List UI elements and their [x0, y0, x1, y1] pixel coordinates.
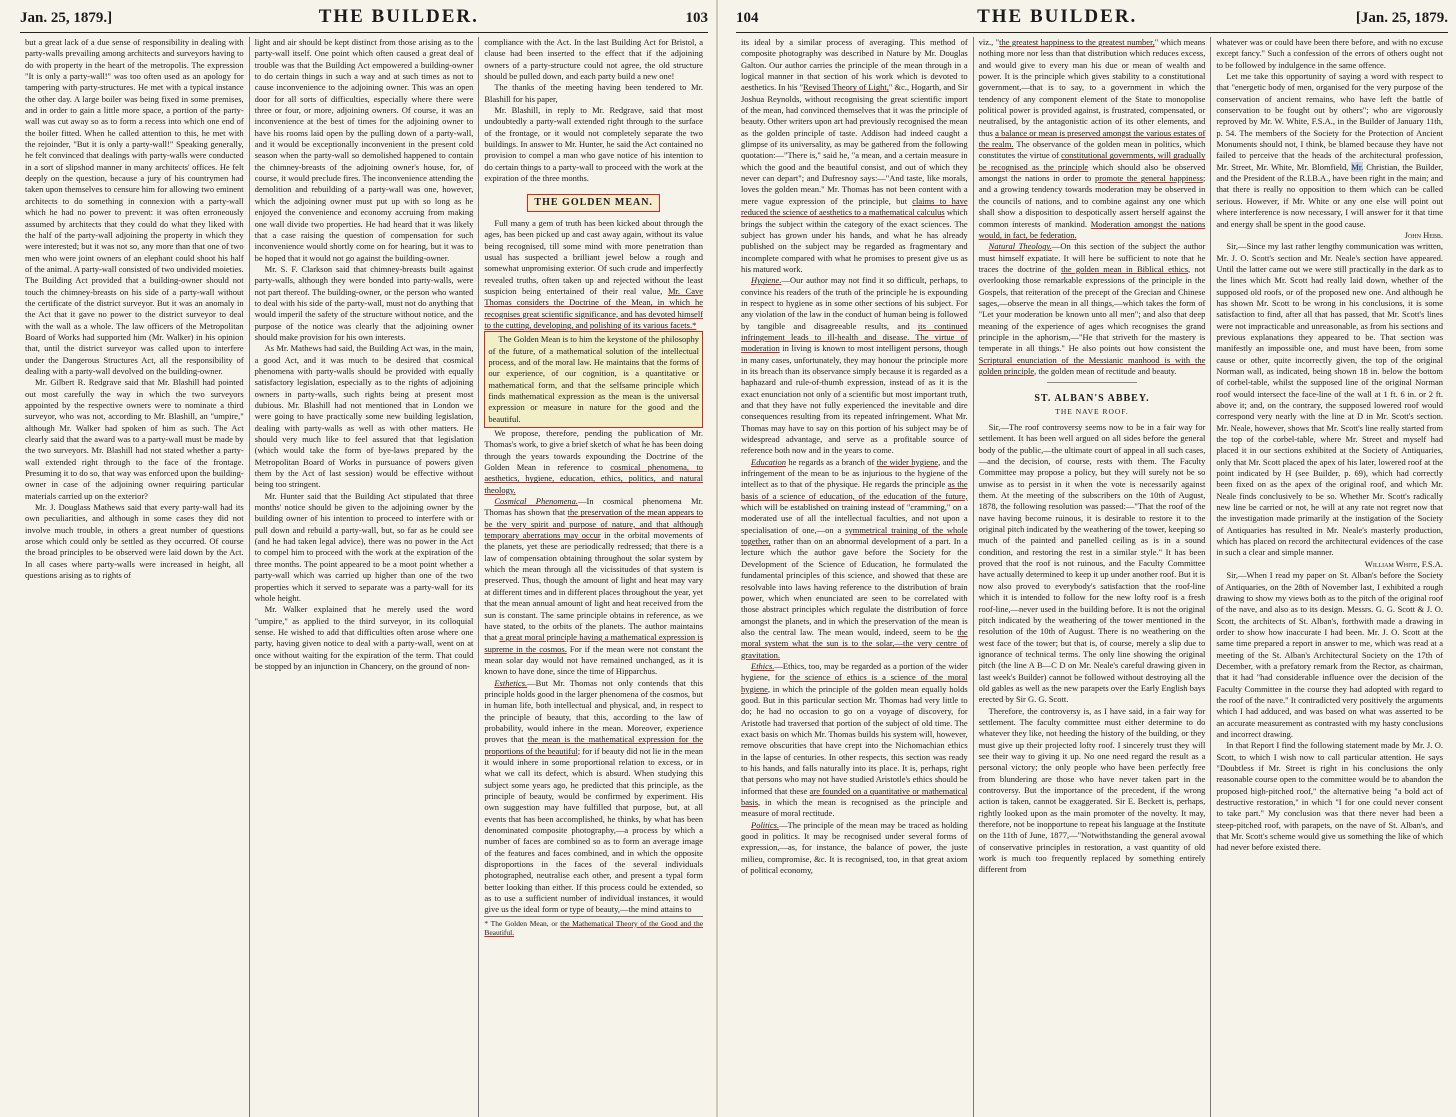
text-run: The observance of the golden mean in politics, which constitutes the virtue of [978, 139, 1206, 161]
subsection-label: Education [751, 456, 786, 467]
right-page-date: [Jan. 25, 1879. [1355, 10, 1448, 26]
text-run: Full many a gem of truth has been kicked about through the ages, has been picked up and cast away again, without its value being recognised, till some mind with more penetration than usual has suspected a brilliant jewel below a rough and somewhat unpromising exterior. Of such crude and imperfectly revealed truths, often taken up and rejected without the least suspicion being entertained of their real value, [484, 217, 704, 296]
golden-mean-heading [484, 194, 703, 211]
paragraph [979, 37, 1206, 241]
paragraph: Mr. Blashill, in reply to Mr. Redgrave, said that most undoubtedly a party-wall extended right through to the surface of the frontage, or it would not completely separate the two buildings. In answer to Mr. Hunter, he said the Act contained no provision to compel a man who gave notice of his intention to do certain things to a party-wall to proceed with the work at the expiration of the three months. [484, 105, 704, 184]
paragraph: In that Report I find the following statement made by Mr. J. O. Scott, to which I wish now to call particular attention. He says "Doubtless if Mr. Street is right in his conclusions the only reasonable course open to the committee would be to abandon the proposed high-pitched roof," the alternative being "a bold act of destructive restoration," in which "I for one could never consent to take part." My conclusion was that there never had been a steep-pitched roof, with parapets, on the nave of St. Alban's, and that Mr. Scott's scheme would give us something the like of which had never before existed there. [1216, 740, 1444, 853]
text-run: its ideal by a similar process of averaging. This method of composite photography was described in Nature by Mr. Douglas Galton. Our author carries the principle of the mean through in a logical manner in that section of his work which is devoted to aesthetics. In his " [741, 37, 968, 93]
text-run: viz., " [978, 37, 1000, 47]
highlighted-text: claims to have reduced the science of aesthetics to a mathematical calculus [741, 195, 968, 218]
paragraph [741, 457, 968, 661]
paragraph: Sir,—When I read my paper on St. Alban's before the Society of Antiquaries, on the 28th of November last, I exhibited a rough drawing to show my views both as to the pitch of the original roof of the nave, and also as to its design. Messrs. G. G. Scott & J. O. Scott, the architects of St. Alban's, forthwith made a drawing in order to show how inaccurate I had been. Mr. J. O. Scott at the same time prepared a report in answer to me, which was read at a meeting of the St. Alban's Architectural Society on the 17th of December, with a prefatory remark from the Rector, as chairman, that it had "had considerable influence over the decision of the Faculty Committee in the course they had adopted with regard to the roof of the nave." It contradicted very positively the arguments which I had adduced, and was based on what was asserted to be an accurate measurement as contrasted with my hasty conclusions and incorrect drawing. [1216, 570, 1444, 739]
text-run: in living is known to most intelligent persons, though in many cases, unfortunately, they may honour the principle more in its breach than its observance simply because it is regarded as a haphazard and rule-of-thumb expression, instead of as it is the exact enunciation not only of a scientific but most important truth, and that they have not fully experienced the inevitable and dire consequences resulting from its repeated infringement. What Mr. Thomas may have to say on this portion of his subject may be of widespread advantage, and serve as a profitable source of reference both now and in the years to come. [741, 343, 968, 456]
text-run: which should also be observed amongst the nations in order to [978, 161, 1206, 184]
text-run: " &c., Hogarth, and Sir Joshua Reynolds, without recognising the great scientific import of the mean, had convinced themselves that it was the principle of beauty. Other writers upon art had previously recognised the mean as the golden principle of taste. Addison had indeed caught a glimpse of its universality, as may be gathered from the following quotation:—"There is," said he, "a mean, and a certain measure in which the good and the beautiful consist, and out of which they never can depart"; and Dufresnoy says:—"And taste, like morals, loves the golden mean." Mr. Thomas has not been content with a mere vague expression of the principle, but [741, 82, 968, 206]
paragraph [484, 428, 703, 496]
text-run: * The Golden Mean, or [484, 918, 561, 928]
highlighted-text: a great moral principle having a mathematical expression is supreme in the cosmos. [484, 632, 704, 654]
paragraph [979, 241, 1206, 377]
section-title: THE GOLDEN MEAN. [527, 194, 660, 211]
highlighted-text: Revised Theory of Light, [803, 82, 889, 93]
text-run: , not overlooking those remarkable expressions of the principle in the Gospels, that reiteration of the precept of the Grecian and Chinese sages,—observe the mean in all things,—which takes the form of "Let your moderation be known unto all men"; and also that deep meaning of the experience of ages which recognises the grand principle in the aphorism,—"He that striveth for the mastery is temperate in all things." He also points out how consistent the [978, 263, 1206, 354]
highlighted-text: symmetrical training of the whole together, [741, 524, 968, 547]
text-run: —Our author may not find it so difficult, perhaps, to convince his readers of the truth of the principle he is expounding in respect to hygiene as in some other sections of his subject. For any violation of the law in the conduct of human being is followed by tangible and disagreeable results, and [741, 275, 968, 331]
paragraph [1216, 71, 1443, 230]
highlighted-text: the golden mean in Biblical ethics [1061, 263, 1189, 274]
text-run: —The principle of the mean may be traced as holding good in politics. It may be recognised under several forms of expression,—as, for instance, the balance of power, the juste milieu, compromise, &c. It is recognised, too, in that great axiom of political economy, [741, 819, 968, 876]
left-column-2 [249, 37, 479, 1117]
text-run: —On this section of the subject the author must himself expatiate. It will here be sufficient to note that he traces the doctrine of [978, 241, 1206, 274]
left-page-title: THE BUILDER. [318, 6, 479, 27]
highlighted-text: the greatest happiness to the greatest number, [999, 37, 1155, 47]
text-run: rather than on an abnormal development of a part. In a lecture which the author gave before the Society for the Development of the Science of Education, he formulated the fundamental principles of this science, and showed that these are resolvable into laws having reference to the distribution of brain power, which when enunciated are seen to be correlated with those abstract principles which regulate the distribution of force amongst the planets, and in which the preservation of the mean is also the central law. The mean would, indeed, seem to be [741, 536, 968, 637]
subsection-label: Natural Theology. [988, 241, 1052, 252]
paragraph: Mr. Gilbert R. Redgrave said that Mr. Blashill had pointed out most carefully the way in which the two surveyors appointed by the respective owners were to nominate a third surveyor, who was not, according to Mr. Blashill, an "umpire," although Mr. Walker had spoken of him as such. The Act clearly said that the award was to a party-wall must be made by the two surveyors. Mr. Blashill had not stated whether a party-wall extended right through to the face of the frontage. Presuming it to do so, that way was enforced upon the building-owner in case of the adjoining owner requiring particular materials carried up on the exterior? [25, 377, 244, 501]
paragraph: whatever was or could have been there before, and with no excuse except fancy." Such a confession of the errors of others ought not to be followed by indulgence in the same offence. [1216, 37, 1444, 70]
highlighted-text: the preservation of the mean appears to be the very spirit and purpose of nature, and that although temporary aberrations may occur [484, 507, 704, 541]
highlighted-text: a balance or mean is preserved amongst the various estates of the realm. [978, 127, 1206, 150]
highlighted-text: as the basis of a science of education, of the education of the future, [741, 479, 968, 501]
right-column-1 [736, 37, 973, 1117]
highlighted-text: promote the general happiness [1095, 173, 1203, 184]
highlighted-text: the Mathematical Theory of the Good and the Beautiful. [484, 918, 704, 938]
text-run: We propose, therefore, pending the publication of Mr. Thomas's work, to give a brief sketch of what he has been doing through the years towards expounding the Doctrine of the Golden Mean in reference to [484, 428, 704, 473]
highlighted-text: the wider hygiene [876, 456, 939, 467]
paragraph: Therefore, the controversy is, as I have said, in a fair way for settlement. The faculty committee must either determine to do whatever they like, not heeding the history of the building, or they must give up their projected lofty roof. I sincerely trust they will see their way to giving it up. No one need regard the result as a personal victory; the only people who have been perfectly free from blundering are those who have never taken part in the controversy. But the importance of the precedent, if the wrong action is taken, cannot be exaggerated. Sir E. Beckett is, perhaps, rightly looked upon as the main promoter of the novelty. It may, therefore, not be inopportune to repeat his language at the Institute on the 11th of June, 1877,—"Notwithstanding the general avowal of conservative principles in restoration, a vast quantity of old work is much too frequently replaced by something entirely different from [978, 705, 1206, 875]
abbey-subheading: THE NAVE ROOF. [1055, 406, 1129, 416]
highlighted-text: Mr. Cave Thomas considers the Doctrine of the Mean, in which he recognises great scientific significance, and has devoted himself to the cutting, developing, and polishing of its various facets.* [484, 285, 704, 330]
left-page-date: Jan. 25, 1879.] [20, 10, 113, 26]
highlighted-text: constitutional governments, will gradually be recognised as the principle [978, 150, 1206, 172]
subsection-label: Politics. [751, 819, 780, 830]
subsection-label: Ethics. [751, 660, 775, 671]
search-mark: Mr. [1351, 161, 1364, 172]
subsection-label: Esthetics. [494, 677, 528, 688]
right-page [716, 0, 1456, 1117]
left-page [0, 0, 716, 1117]
divider [1047, 382, 1138, 383]
text-run: Let me take this opportunity of saying a word with respect to that "energetic body of men, organised for the very purpose of the conservation of ancient remains, who have left the battle of conservation to be fought out by others"; who are vigorously reproved by Mr. W. White, F.S.A., in the Builder of January 11th, p. 54. The members of the Society for the Protection of Ancient Monuments should not, I think, be blamed because they have not failed to perceive that the heads of the architectural profession, Mr. Street, Mr. White, Mr. Blomfield, [1216, 71, 1444, 172]
left-page-header [20, 6, 708, 33]
right-page-title: THE BUILDER. [977, 6, 1138, 27]
abbey-heading: ST. ALBAN'S ABBEY. [1034, 393, 1150, 405]
paragraph: Mr. Walker explained that he merely used the word "umpire," as applied to the third surveyor, in its colloquial sense. He wished to add that difficulties often arose where one party, having given notice to deal with a party-wall, went on at once without waiting for the expiration of the term. That could be stopped by an injunction in Chancery, on the ground of non- [254, 604, 474, 671]
left-column-3 [478, 37, 708, 1117]
text-run: —Ethics, too, may be regarded as a portion of the wider hygiene, for [741, 660, 968, 683]
text-run: ; and a growing tendency towards moderation may be observed in the councils of nations, and to combine against any one which shall show a disposition to despotically assert herself against the common interests of mankind. [978, 173, 1206, 229]
text-run: For if the mean were not constant the mean solar day would not have remained unchanged, as it is known to have done, since the time of Hipparchus. [484, 643, 704, 677]
paragraph: Sir,—The roof controversy seems now to be in a fair way for settlement. It has been well argued on all sides before the general body of the public,—the ultimate court of appeal in all such cases,—and the decision, of course, rests with them. The Faculty Committee may propose a policy, but they will surely not be so unwise as to persist in it when the vote is necessarily against them. At the meeting of the subscribers on the 10th of August, 1878, the following resolution was passed:—"That the roof of the nave having become ruinous, it is desirable to restore it to the original pitch indicated by the weathering of the tower, keeping so much of the painted and panelled ceiling as is in a sound condition, and restoring the rest in a similar style." It has been proved that the roof is not ruinous, and the Faculty Committee have actually determined to keep it up under another roof. But it is now also proved to everybody's satisfaction that the roof-line which it is intended to follow for the new lofty roof is a fresh roof-line,—never used in the building before. It is not the original pitch indicated by the weathering of the tower mentioned in the resolution of the 10th of August. There is no weathering on the west face of the tower; but that is, of course, merely a slip due to ignorance of technical terms. The only line showing the original pitch (the line A B—C D on Mr. Neale's careful drawing given in last week's Builder) cannot be followed without destroying all the old gables as well as the new parapets over the Early English bays erected by Sir G. G. Scott. [978, 422, 1206, 705]
right-column-2 [973, 37, 1211, 1117]
highlighted-text: cosmical phenomena, to aesthetics, hygiene, education, ethics, politics, and natural theology. [484, 462, 704, 495]
text-run: , and the infringement of the mean to be as injurious to the hygiene of the intellect as to that of the physique. He regards the principle [741, 456, 968, 490]
paragraph: Mr. S. F. Clarkson said that chimney-breasts built against party-walls, although they were bonded into party-walls, were not part thereof. The building-owner, or the person who wanted to deal with his side of the party-wall, must not do anything that would imperil the safety of the structure without notice, and the purpose of the notice was clearly that the adjoining owner should make provision for his own interests. [254, 263, 474, 342]
paragraph [741, 275, 968, 457]
paragraph: The thanks of the meeting having been tendered to Mr. Blashill for his paper, [484, 82, 704, 104]
left-column-1 [20, 37, 249, 1117]
text-run: —In cosmical phenomena Mr. Thomas has shown that [484, 496, 704, 518]
text-run: , in which the principle of the golden mean equally holds good. But in this particular section Mr. Thomas had very little to do; he had no occasion to go on a voyage of discovery, for Aristotle had traversed that portion of the subject of old time. The exact basis on which Mr. Thomas builds his system will, however, remove obscurities that have crept into the Nichomachian ethics in the lapse of centuries. In other respects, this section was ready to his hands, and falls naturally into its place. It is, perhaps, right that persons who may not have studied Aristotle's ethics should be informed that these [741, 683, 968, 796]
highlighted-text: the mean is the mathematical expression for the proportions of the beautiful [484, 734, 704, 756]
text-run: which will be established on training instead of "cramming," on a moderated use of all the intellectual faculties, and not upon a specialisation of one,—on a [741, 502, 968, 535]
highlighted-text: are founded on a quantitative or mathematical basis [741, 785, 968, 808]
left-page-number: 103 [685, 10, 708, 26]
boxed-quote: The Golden Mean is to him the keystone of the philosophy of the future, of a mathematical solution of the intellectual process, and of the moral law. He maintains that the forms of our experience, of our cognition, is a quantitative or mathematical form, and that the selfsame principle which finds mathematical expression as the mean is the universal expression or measure in nature for the good and the beautiful. [484, 331, 703, 428]
text-run: ; for if beauty did not lie in the mean it would inhere in some proportional relation to excess, or in what we call its defect, which is absurd. When studying this subject some years ago, he predicted that this principle, as the principle of beauty, would be confirmed by experiment. His own suggestion may have fulfilled that purpose, but, at all events that has been accomplished, he thinks, by what has been denominated composite photography,—a process by which a number of faces are combined so as to form an average image of the features and faces combined, and in which the opposite disproportions in the faces of the several individuals photographed, neutralise each other, and present a typal form better looking than either. If this process could be extended, so as to use a sufficient number of individual instances, it would give us the ideal form or type of beauty,—the mind attains to [484, 745, 704, 915]
signature: John Hebb. [1404, 229, 1444, 240]
right-column-3 [1210, 37, 1448, 1117]
signature: William White, F.S.A. [1364, 558, 1444, 569]
paragraph [484, 218, 703, 331]
text-run: in the orbital movements of the planets, yet these are periodically redressed; that there is a law of compensation obtaining throughout the solar system by which the mean through all the vicissitudes of that system is preserved. Thus, though the amount of light and heat may vary at different times and in different places throughout the year, yet that the mean annual amount of light and heat received from the sun is constant. The same principle obtains in reference, as we have stated, to the orbits of the planets. The author maintains that [484, 530, 704, 643]
paragraph: Mr. J. Douglass Mathews said that every party-wall had its own peculiarities, and although in some cases they did not involve much trouble, in others a great number of questions arose which could only be settled as they occurred. Of course the broad principles to be observed were laid down by the Act. In all cases where party-walls were increased in height, all questions arising as to rights of [25, 502, 244, 581]
highlighted-text: Moderation amongst the nations would, in fact, be federation. [978, 218, 1206, 240]
footnote [484, 916, 703, 938]
paragraph: compliance with the Act. In the last Building Act for Bristol, a clause had been inserted to the effect that if the adjoining owners of a party-structure could not agree, the old structure should be pulled down, and each party build a new one! [484, 37, 704, 82]
paragraph: Sir,—Since my last rather lengthy communication was written, Mr. J. O. Scott's section and Mr. Neale's section have appeared. Until the latter came out we were still practically in the dark as to the lines which Mr. Scott had really laid down, whether of the supposed old roofs, or of the proposed new one. And although he has shown Mr. Scott to be wrong in his conclusions, it is some satisfaction to find, after all that has passed, that Mr. Scott's lines were not impracticable and unreasonable, as from his sections and previous explanations they appeared to be. That section was manifestly an impossible one, and must have been, from some cause or other, quite incorrectly given, the top of the original Norman wall, as indicated, being shown 18 in. below the bottom of corbel-table, whilst the supposed line of the original Norman roof would intersect the face-line of the wall at 1 ft. 6 in. or 2 ft. above it; and, on the contrary, the supposed lowered roof would correspond very nearly with the line at D in Mr. Scott's section. Mr. Neale, however, shows that Mr. Scott's line really started from the top of the corbel-table, where Mr. Street and myself had placed it in our sections exhibited at the Society of Antiquaries, only that Mr. Scott placed the apex of his later, lowered roof at the point indicated by H (see Builder, p. 69), which had correctly been fixed on as the apex of the original roof, and which Mr. Neale finds conclusively to be so. Whether Mr. Scott's radically new line be carried or not, he will at any rate not regret now that the investigation made primarily at the instigation of the Society of Antiquaries has resulted in Mr. Neale's masterly production, which has placed on record the architectural evidences of the case in such a clear and simple manner. [1216, 241, 1444, 558]
highlighted-text: the science of ethics is a science of the moral hygiene [741, 672, 968, 694]
paragraph [484, 678, 703, 916]
subsection-label: Hygiene. [751, 275, 782, 286]
text-run: he regards as a branch of [785, 456, 877, 467]
paragraph: but a great lack of a due sense of responsibility in dealing with party-walls prevailing among architects and surveyors having to do with property in the heart of the metropolis. The expression "It is only a party-wall!" was too often used as an apology for tampering with party-structures. He met with a typical instance the other day. A large boiler was being fixed in some premises, and in order to gain a little more space, a portion of the party-wall was cut away so as to form a recess into which one end of the boiler fitted. When he called attention to this, he met with the rejoinder, "But it is only a party-wall!" Speaking generally, he felt convinced that dealings with party-walls were conducted in a sort of slipshod manner in many architects' offices. He felt deeply on the question, because a jury of his countrymen had taken upon themselves to censure him for allowing two eminent architects to do something in connexion with a party-wall which he had no power to prevent: it was often erroneously assumed by architects that they could do what they liked with the half of the party-wall adjoining the property in which they were interested; but it was not so, any more than that one of two men who were joint owners of an elephant could shoot his half of the animal. A party-wall consisted of two undivided moieties. The Building Act provided that a building-owner should not touch the chimney-breasts on his side of a party-wall without the certificate of the district surveyor. But it was an anomaly in the Act that it gave no power to the district surveyor to deal with the wall as a whole. The law officers of the Metropolitan Board of Works had supported him (Mr. Walker) in his opinion that, until the district surveyor was called upon to interfere under the Dangerous Structures Act, all the responsibility of dealing with a party-wall devolved on the building-owner. [25, 37, 244, 376]
highlighted-text: the moral system what the sun is to the solar,—the very centre of gravitation. [741, 626, 968, 660]
paragraph [741, 661, 968, 820]
right-page-columns [736, 37, 1448, 1117]
highlighted-text: its continued infringement leads to ill-health and disease. The virtue of moderation [741, 320, 968, 354]
highlighted-text: Scriptural enunciation of the Messianic manhood is with the golden principle [978, 354, 1206, 376]
right-page-header [736, 6, 1448, 33]
paragraph: Mr. Hunter said that the Building Act stipulated that three months' notice should be given to the adjoining owner by the building owner of his intention to proceed to interfere with or pull down and rebuild a party-wall, but, so far as he could see (and he had taken legal advice), there was no power in the Act to compel him to proceed with the work at the expiration of the three months. The point appeared to be a moot point whether a party-wall which was carried up higher than one of the two properties which it served to separate was a party-wall for its whole height. [254, 490, 474, 603]
text-run: , in which the mean is recognised as the principle and measure of moral rectitude. [741, 797, 968, 819]
left-page-columns [20, 37, 708, 1117]
text-run: which brings the subject within the category of the exact sciences. The subject has grown under his hands, and what he has already published on the subject may be regarded as fragmentary and incomplete compared with what he promises to present give us as his matured work. [741, 207, 968, 274]
paragraph: As Mr. Mathews had said, the Building Act was, in the main, a good Act, and it was much to be desired that cosmical phenomena with party-walls should be provided with equally satisfactory legislation, especially as to the rights of adjoining owners in party-walls, such rights being at present most dubious. Mr. Blashill had not mentioned that in London we were going to have practically some new building legislation, dealing with party-walls as well as with other matters. He should very much like to feel assured that that legislation (which would take the form of bye-laws prepared by the Metropolitan Board of Works in pursuance of powers given them by the Act of last session) would be effective without being too stringent. [254, 343, 474, 490]
text-run: , the golden mean of rectitude and beauty. [1034, 365, 1177, 376]
paragraph: light and air should be kept distinct from those arising as to the party-wall itself. One point which often caused a great deal of trouble was that the Building Act empowered a building-owner to do certain things in such a way and at such times as not to cause inconvenience to the adjoining owner. This was an open door for all sorts of difficulties, especially where there were three or four, or more, adjoining owners. Of course, it was an inconvenience at the best of times for the adjoining owner to have his rooms laid open by the pulling down of a party-wall, and it would be exceptionally inconvenient in the present cold season when the party-wall so demolished happened to contain the chimney-breasts of the adjoining owner's house, for, of course, it would preclude fires. The inconvenience attending the demolition and rebuilding of a party-wall was one, however, which the adjoining owner must put up with so long as he enjoyed the convenience and economy accruing from making one wall divide two properties. He had heard that it was likely that a case raising the question of compensation for such inconvenience would shortly come on for hearing, but it was to be hoped that it would not go against the building-owner. [254, 37, 474, 263]
text-run: —But Mr. Thomas not only contends that this principle holds good in the larger phenomena of the cosmos, but in human life, both intellectual and physical, and, in respect to the principle of beauty, that this, according to the law of probability, would inhere in the mean. Moreover, experience proves that [484, 677, 704, 745]
paragraph [741, 820, 968, 877]
right-page-number: 104 [736, 10, 759, 26]
text-run: " which means nothing more nor less than that distribution which reduces excess, and would give to every man his due or mean of wealth and power. It is the principle which gives stability to a constitutional government,—that is to say, to a government in which the tendency of any component element of the State to monopolise political power is provided against, is frustrated, compensated, or neutralised, by the antagonistic action of its other elements, and thus [978, 37, 1206, 138]
paragraph [484, 496, 703, 678]
text-run: Christian, the Builder, and the President of the R.I.B.A., have been right in the main; and that there is really no opposition to them which can be called serious. However, if Mr. White or any one else will point out where interference is now necessary, I will answer for it that time and energy shall be spent in the good cause. [1216, 161, 1444, 229]
paragraph [741, 37, 968, 275]
subsection-label: Cosmical Phenomena. [494, 496, 579, 507]
